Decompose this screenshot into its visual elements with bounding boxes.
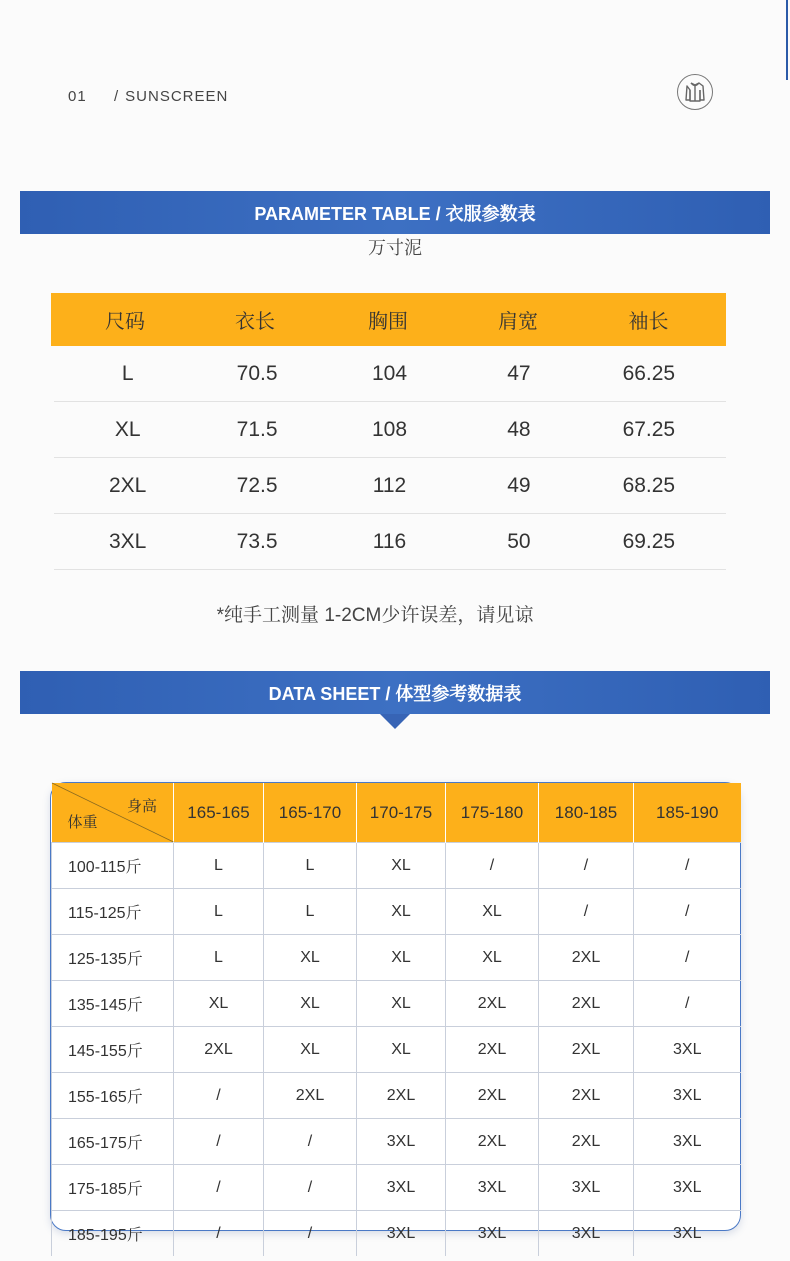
column-header: 衣长 bbox=[235, 311, 275, 333]
size-cell: XL bbox=[357, 889, 446, 935]
size-cell: L bbox=[174, 889, 264, 935]
column-header: 胸围 bbox=[368, 311, 408, 333]
table-cell: 72.5 bbox=[236, 473, 278, 497]
height-label: 身高 bbox=[126, 798, 157, 815]
size-cell: 3XL bbox=[539, 1211, 634, 1257]
table-cell: 104 bbox=[371, 361, 408, 385]
table-cell: 73.5 bbox=[236, 529, 278, 553]
column-header: 袖长 bbox=[628, 311, 669, 333]
table-cell: 66.25 bbox=[622, 361, 676, 385]
weight-range-cell: 100-115斤 bbox=[52, 843, 174, 889]
size-cell: / bbox=[264, 1119, 357, 1165]
table-cell: 3XL bbox=[108, 529, 147, 553]
size-cell: 3XL bbox=[446, 1165, 539, 1211]
table-row bbox=[52, 935, 741, 981]
table-row bbox=[54, 402, 726, 458]
size-cell: / bbox=[174, 1073, 264, 1119]
size-cell: 2XL bbox=[446, 1073, 539, 1119]
weight-range-cell: 115-125斤 bbox=[52, 889, 174, 935]
weight-range-cell: 175-185斤 bbox=[52, 1165, 174, 1211]
size-cell: 3XL bbox=[634, 1073, 741, 1119]
size-cell: XL bbox=[446, 889, 539, 935]
table-corner-cell bbox=[52, 783, 174, 843]
size-cell: / bbox=[264, 1165, 357, 1211]
section-number: 01 bbox=[68, 88, 87, 105]
table-row bbox=[52, 981, 741, 1027]
weight-range-cell: 125-135斤 bbox=[52, 935, 174, 981]
size-cell: / bbox=[634, 981, 741, 1027]
table-cell: 49 bbox=[507, 473, 531, 497]
size-cell: 2XL bbox=[446, 1119, 539, 1165]
size-cell: 3XL bbox=[446, 1211, 539, 1257]
column-header: 肩宽 bbox=[498, 311, 538, 333]
table-row bbox=[54, 514, 726, 570]
table-row bbox=[52, 1211, 741, 1257]
table-row bbox=[52, 843, 741, 889]
size-cell: XL bbox=[264, 981, 357, 1027]
size-cell: XL bbox=[357, 981, 446, 1027]
size-cell: 2XL bbox=[264, 1073, 357, 1119]
height-range-header: 175-180 bbox=[446, 783, 539, 843]
size-cell: 3XL bbox=[357, 1165, 446, 1211]
size-cell: XL bbox=[264, 935, 357, 981]
table-row bbox=[52, 1027, 741, 1073]
parameter-table bbox=[51, 293, 726, 570]
size-cell: XL bbox=[357, 1027, 446, 1073]
height-range-header: 170-175 bbox=[357, 783, 446, 843]
table-row bbox=[52, 1119, 741, 1165]
table-row bbox=[52, 1073, 741, 1119]
table-cell: 112 bbox=[372, 473, 407, 497]
height-range-header: 185-190 bbox=[634, 783, 741, 843]
data-sheet-banner: DATA SHEET / 体型参考数据表 bbox=[20, 671, 770, 714]
size-cell: XL bbox=[357, 935, 446, 981]
size-cell: 3XL bbox=[357, 1211, 446, 1257]
size-cell: 3XL bbox=[634, 1211, 741, 1257]
table-row bbox=[52, 889, 741, 935]
size-cell: / bbox=[634, 889, 741, 935]
jacket-icon bbox=[677, 74, 713, 110]
size-cell: 2XL bbox=[539, 935, 634, 981]
size-cell: L bbox=[174, 935, 264, 981]
table-cell: 71.5 bbox=[236, 417, 278, 441]
size-cell: 3XL bbox=[357, 1119, 446, 1165]
size-cell: / bbox=[634, 935, 741, 981]
table-row bbox=[54, 458, 726, 514]
table-cell: L bbox=[121, 361, 134, 385]
size-cell: 3XL bbox=[634, 1119, 741, 1165]
size-cell: / bbox=[264, 1211, 357, 1257]
size-cell: 2XL bbox=[174, 1027, 264, 1073]
size-cell: / bbox=[539, 889, 634, 935]
size-cell: 3XL bbox=[634, 1027, 741, 1073]
size-cell: 2XL bbox=[539, 1073, 634, 1119]
size-cell: 3XL bbox=[539, 1165, 634, 1211]
size-cell: 2XL bbox=[446, 1027, 539, 1073]
size-cell: 2XL bbox=[357, 1073, 446, 1119]
size-cell: L bbox=[264, 889, 357, 935]
size-cell: 2XL bbox=[539, 1027, 634, 1073]
size-cell: XL bbox=[446, 935, 539, 981]
size-cell: / bbox=[174, 1211, 264, 1257]
weight-range-cell: 145-155斤 bbox=[52, 1027, 174, 1073]
size-cell: 2XL bbox=[539, 981, 634, 1027]
size-cell: / bbox=[446, 843, 539, 889]
size-cell: 2XL bbox=[539, 1119, 634, 1165]
height-range-header: 165-170 bbox=[264, 783, 357, 843]
weight-range-cell: 165-175斤 bbox=[52, 1119, 174, 1165]
size-cell: 3XL bbox=[634, 1165, 741, 1211]
weight-range-cell: 155-165斤 bbox=[52, 1073, 174, 1119]
weight-label: 体重 bbox=[67, 814, 98, 831]
size-cell: / bbox=[174, 1119, 264, 1165]
table-cell: 108 bbox=[371, 417, 408, 441]
size-cell: 2XL bbox=[446, 981, 539, 1027]
weight-range-cell: 135-145斤 bbox=[52, 981, 174, 1027]
size-cell: / bbox=[634, 843, 741, 889]
table-row bbox=[52, 1165, 741, 1211]
section-title: / SUNSCREEN bbox=[114, 88, 229, 105]
measurement-note: *纯手工测量 1-2CM少许误差，请见谅 bbox=[216, 605, 534, 626]
height-range-header: 180-185 bbox=[539, 783, 634, 843]
table-cell: XL bbox=[114, 417, 141, 441]
table-cell: 67.25 bbox=[622, 417, 676, 441]
table-cell: 70.5 bbox=[236, 361, 278, 385]
table-cell: 116 bbox=[372, 529, 407, 553]
banner-pointer bbox=[380, 714, 410, 729]
edge-accent-line bbox=[786, 0, 788, 80]
table-cell: 68.25 bbox=[622, 473, 676, 497]
brand-name: 万寸泥 bbox=[368, 238, 422, 258]
size-cell: L bbox=[174, 843, 264, 889]
parameter-table-header bbox=[51, 293, 726, 346]
table-cell: 48 bbox=[507, 417, 531, 441]
height-range-header: 165-165 bbox=[174, 783, 264, 843]
table-cell: 2XL bbox=[108, 473, 147, 497]
table-cell: 50 bbox=[507, 529, 531, 553]
size-reference-table bbox=[51, 783, 741, 1256]
size-cell: L bbox=[264, 843, 357, 889]
table-cell: 47 bbox=[507, 361, 531, 385]
table-cell: 69.25 bbox=[622, 529, 676, 553]
section-title-text: SUNSCREEN bbox=[125, 88, 229, 105]
size-cell: XL bbox=[174, 981, 264, 1027]
size-cell: / bbox=[539, 843, 634, 889]
size-cell: XL bbox=[264, 1027, 357, 1073]
size-cell: XL bbox=[357, 843, 446, 889]
table-row bbox=[54, 346, 726, 402]
column-header: 尺码 bbox=[105, 311, 145, 333]
data-sheet bbox=[50, 782, 741, 1244]
parameter-table-banner: PARAMETER TABLE / 衣服参数表 bbox=[20, 191, 770, 234]
size-cell: / bbox=[174, 1165, 264, 1211]
weight-range-cell: 185-195斤 bbox=[52, 1211, 174, 1257]
